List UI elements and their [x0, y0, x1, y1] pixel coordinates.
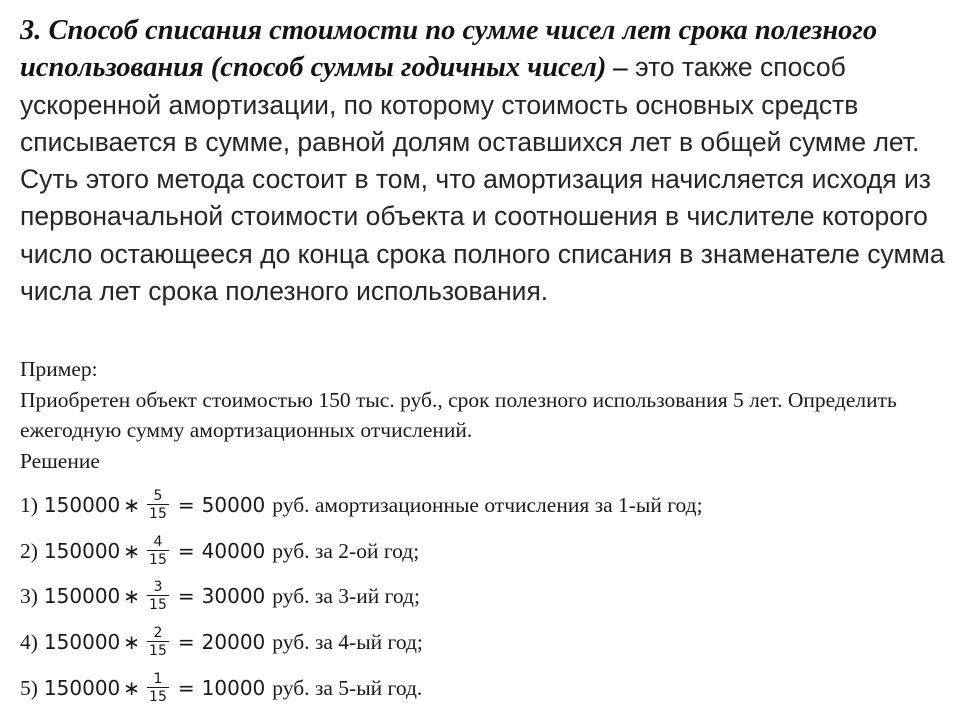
- solution-row: [20, 529, 419, 573]
- row-number: 4): [20, 629, 38, 654]
- solution-row: [20, 666, 422, 710]
- result-value: 20000: [201, 630, 266, 654]
- row-description: руб. за 4-ый год;: [272, 629, 423, 654]
- result-value: 40000: [201, 539, 266, 563]
- result-value: 10000: [201, 676, 266, 700]
- multiply-sign: ∗: [123, 493, 141, 517]
- base-value: 150000: [43, 584, 121, 608]
- row-number: 2): [20, 538, 38, 563]
- fraction-denominator: 15: [149, 597, 167, 613]
- fraction-numerator: 5: [153, 488, 163, 504]
- fraction-numerator: 3: [153, 579, 163, 595]
- base-value: 150000: [43, 676, 121, 700]
- fraction-numerator: 4: [153, 534, 163, 550]
- equals-sign: =: [177, 630, 195, 654]
- solution-row: [20, 620, 423, 664]
- base-value: 150000: [43, 630, 121, 654]
- fraction: [147, 534, 169, 568]
- solution-row: [20, 574, 420, 618]
- equals-sign: =: [177, 493, 195, 517]
- method-description: это также способ ускоренной амортизации, по которому стоимость основных средств списывается в сумме, равной долям оставшихся лет в общей сумме лет. Суть этого метода состоит в том, что амортизация начисляется исходя из первоначальной стоимости объекта и соотношения в числителе которого число остающееся до конца срока полного списания в знаменателе сумма числа лет срока полезного использования.: [20, 52, 945, 307]
- row-number: 5): [20, 675, 38, 700]
- equals-sign: =: [177, 676, 195, 700]
- solution-label: Решение: [20, 448, 100, 473]
- fraction-denominator: 15: [149, 506, 167, 522]
- equals-sign: =: [177, 539, 195, 563]
- fraction-denominator: 15: [149, 552, 167, 568]
- result-value: 30000: [201, 584, 266, 608]
- base-value: 150000: [43, 493, 121, 517]
- main-paragraph: [20, 12, 945, 310]
- row-number: 1): [20, 492, 38, 517]
- multiply-sign: ∗: [123, 676, 141, 700]
- fraction: [147, 579, 169, 613]
- example-block: [20, 354, 945, 476]
- fraction: [147, 671, 169, 705]
- row-description: руб. амортизационные отчисления за 1-ый год;: [272, 492, 703, 517]
- row-description: руб. за 3-ий год;: [272, 583, 420, 608]
- row-description: руб. за 2-ой год;: [272, 538, 420, 563]
- multiply-sign: ∗: [123, 584, 141, 608]
- fraction: [147, 625, 169, 659]
- multiply-sign: ∗: [123, 539, 141, 563]
- example-label: Пример:: [20, 357, 98, 381]
- row-description: руб. за 5-ый год.: [272, 675, 423, 700]
- example-text: Приобретен объект стоимостью 150 тыс. руб., срок полезного использования 5 лет. Определить ежегодную сумму амортизационных отчислений.: [20, 387, 897, 442]
- base-value: 150000: [43, 539, 121, 563]
- fraction-denominator: 15: [149, 643, 167, 659]
- fraction: [147, 488, 169, 522]
- fraction-denominator: 15: [149, 689, 167, 705]
- solution-row: [20, 483, 703, 527]
- method-heading: 3. Способ списания стоимости по сумме чисел лет срока полезного использования (способ суммы годичных чисел) –: [20, 15, 878, 84]
- multiply-sign: ∗: [123, 630, 141, 654]
- fraction-numerator: 1: [153, 671, 163, 687]
- equals-sign: =: [177, 584, 195, 608]
- fraction-numerator: 2: [153, 625, 163, 641]
- result-value: 50000: [201, 493, 266, 517]
- row-number: 3): [20, 583, 38, 608]
